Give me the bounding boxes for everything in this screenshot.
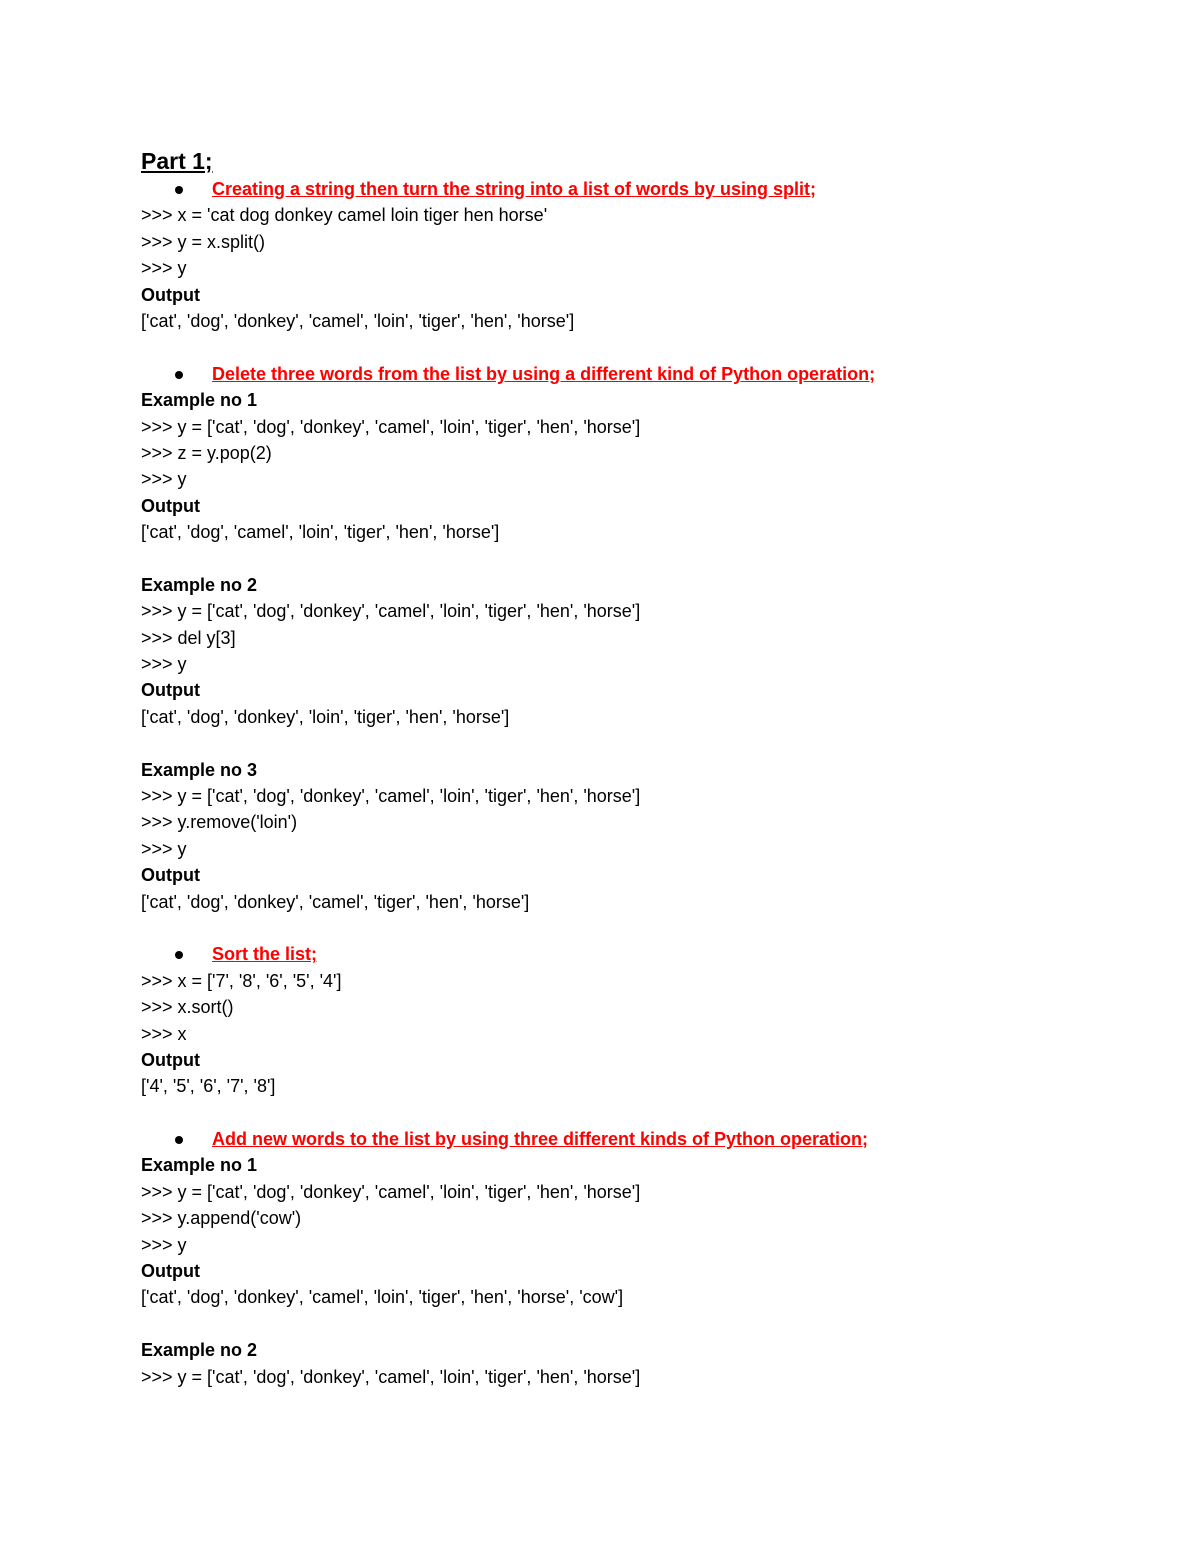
code-line: >>> y.append('cow'): [141, 1208, 302, 1229]
example-title: Example no 3: [141, 759, 258, 780]
output-line: ['cat', 'dog', 'donkey', 'loin', 'tiger', 'hen', 'horse']: [141, 706, 510, 727]
output-label: Output: [141, 1049, 200, 1070]
spacer: [141, 545, 1101, 571]
spacer: [141, 915, 1101, 941]
spacer: [141, 1100, 1101, 1126]
bullet-split: [141, 176, 1101, 202]
bullet-add: [141, 1126, 1101, 1152]
output-line: ['cat', 'dog', 'camel', 'loin', 'tiger', 'hen', 'horse']: [141, 522, 500, 543]
part-title: Part 1;: [141, 148, 213, 174]
output-label: Output: [141, 865, 200, 886]
code-line: >>> x.sort(): [141, 997, 234, 1018]
bullet-heading-delete: Delete three words from the list by using a different kind of Python operation;: [212, 363, 876, 384]
code-line: >>> x = ['7', '8', '6', '5', '4']: [141, 970, 342, 991]
code-line: >>> y: [141, 838, 187, 859]
output-line: ['4', '5', '6', '7', '8']: [141, 1076, 276, 1097]
output-label: Output: [141, 495, 200, 516]
example-title: Example no 2: [141, 1340, 258, 1361]
code-line: >>> y.remove('loin'): [141, 812, 298, 833]
code-line: >>> y: [141, 654, 187, 675]
output-line: ['cat', 'dog', 'donkey', 'camel', 'loin', 'tiger', 'hen', 'horse', 'cow']: [141, 1287, 624, 1308]
code-line: >>> y = ['cat', 'dog', 'donkey', 'camel', 'loin', 'tiger', 'hen', 'horse']: [141, 1181, 641, 1202]
output-label: Output: [141, 680, 200, 701]
example-title: Example no 2: [141, 574, 258, 595]
spacer: [141, 1311, 1101, 1337]
example-title: Example no 1: [141, 390, 258, 411]
bullet-sort: [141, 941, 1101, 967]
example-title: Example no 1: [141, 1155, 258, 1176]
code-line: >>> z = y.pop(2): [141, 442, 272, 463]
spacer: [141, 334, 1101, 360]
code-line: >>> y: [141, 1234, 187, 1255]
bullet-delete: [141, 361, 1101, 387]
spacer: [141, 730, 1101, 756]
code-line: >>> y = ['cat', 'dog', 'donkey', 'camel', 'loin', 'tiger', 'hen', 'horse']: [141, 601, 641, 622]
code-line: >>> y: [141, 469, 187, 490]
output-line: ['cat', 'dog', 'donkey', 'camel', 'tiger', 'hen', 'horse']: [141, 891, 530, 912]
bullet-dot-icon: [175, 186, 183, 194]
bullet-dot-icon: [175, 951, 183, 959]
code-line: >>> x: [141, 1023, 187, 1044]
bullet-heading-sort: Sort the list;: [212, 944, 318, 965]
code-line: >>> y = x.split(): [141, 231, 266, 252]
bullet-heading-add: Add new words to the list by using three different kinds of Python operation;: [212, 1129, 869, 1150]
output-label: Output: [141, 1261, 200, 1282]
document-page: [141, 146, 1101, 1390]
code-line: >>> y = ['cat', 'dog', 'donkey', 'camel', 'loin', 'tiger', 'hen', 'horse']: [141, 1366, 641, 1387]
code-line: >>> y = ['cat', 'dog', 'donkey', 'camel', 'loin', 'tiger', 'hen', 'horse']: [141, 785, 641, 806]
output-line: ['cat', 'dog', 'donkey', 'camel', 'loin', 'tiger', 'hen', 'horse']: [141, 310, 575, 331]
code-line: >>> y: [141, 258, 187, 279]
output-label: Output: [141, 284, 200, 305]
bullet-heading-split: Creating a string then turn the string into a list of words by using split;: [212, 179, 817, 199]
code-line: >>> del y[3]: [141, 627, 236, 648]
code-line: >>> x = 'cat dog donkey camel loin tiger hen horse': [141, 205, 548, 226]
code-line: >>> y = ['cat', 'dog', 'donkey', 'camel', 'loin', 'tiger', 'hen', 'horse']: [141, 416, 641, 437]
bullet-dot-icon: [175, 1136, 183, 1144]
bullet-dot-icon: [175, 371, 183, 379]
